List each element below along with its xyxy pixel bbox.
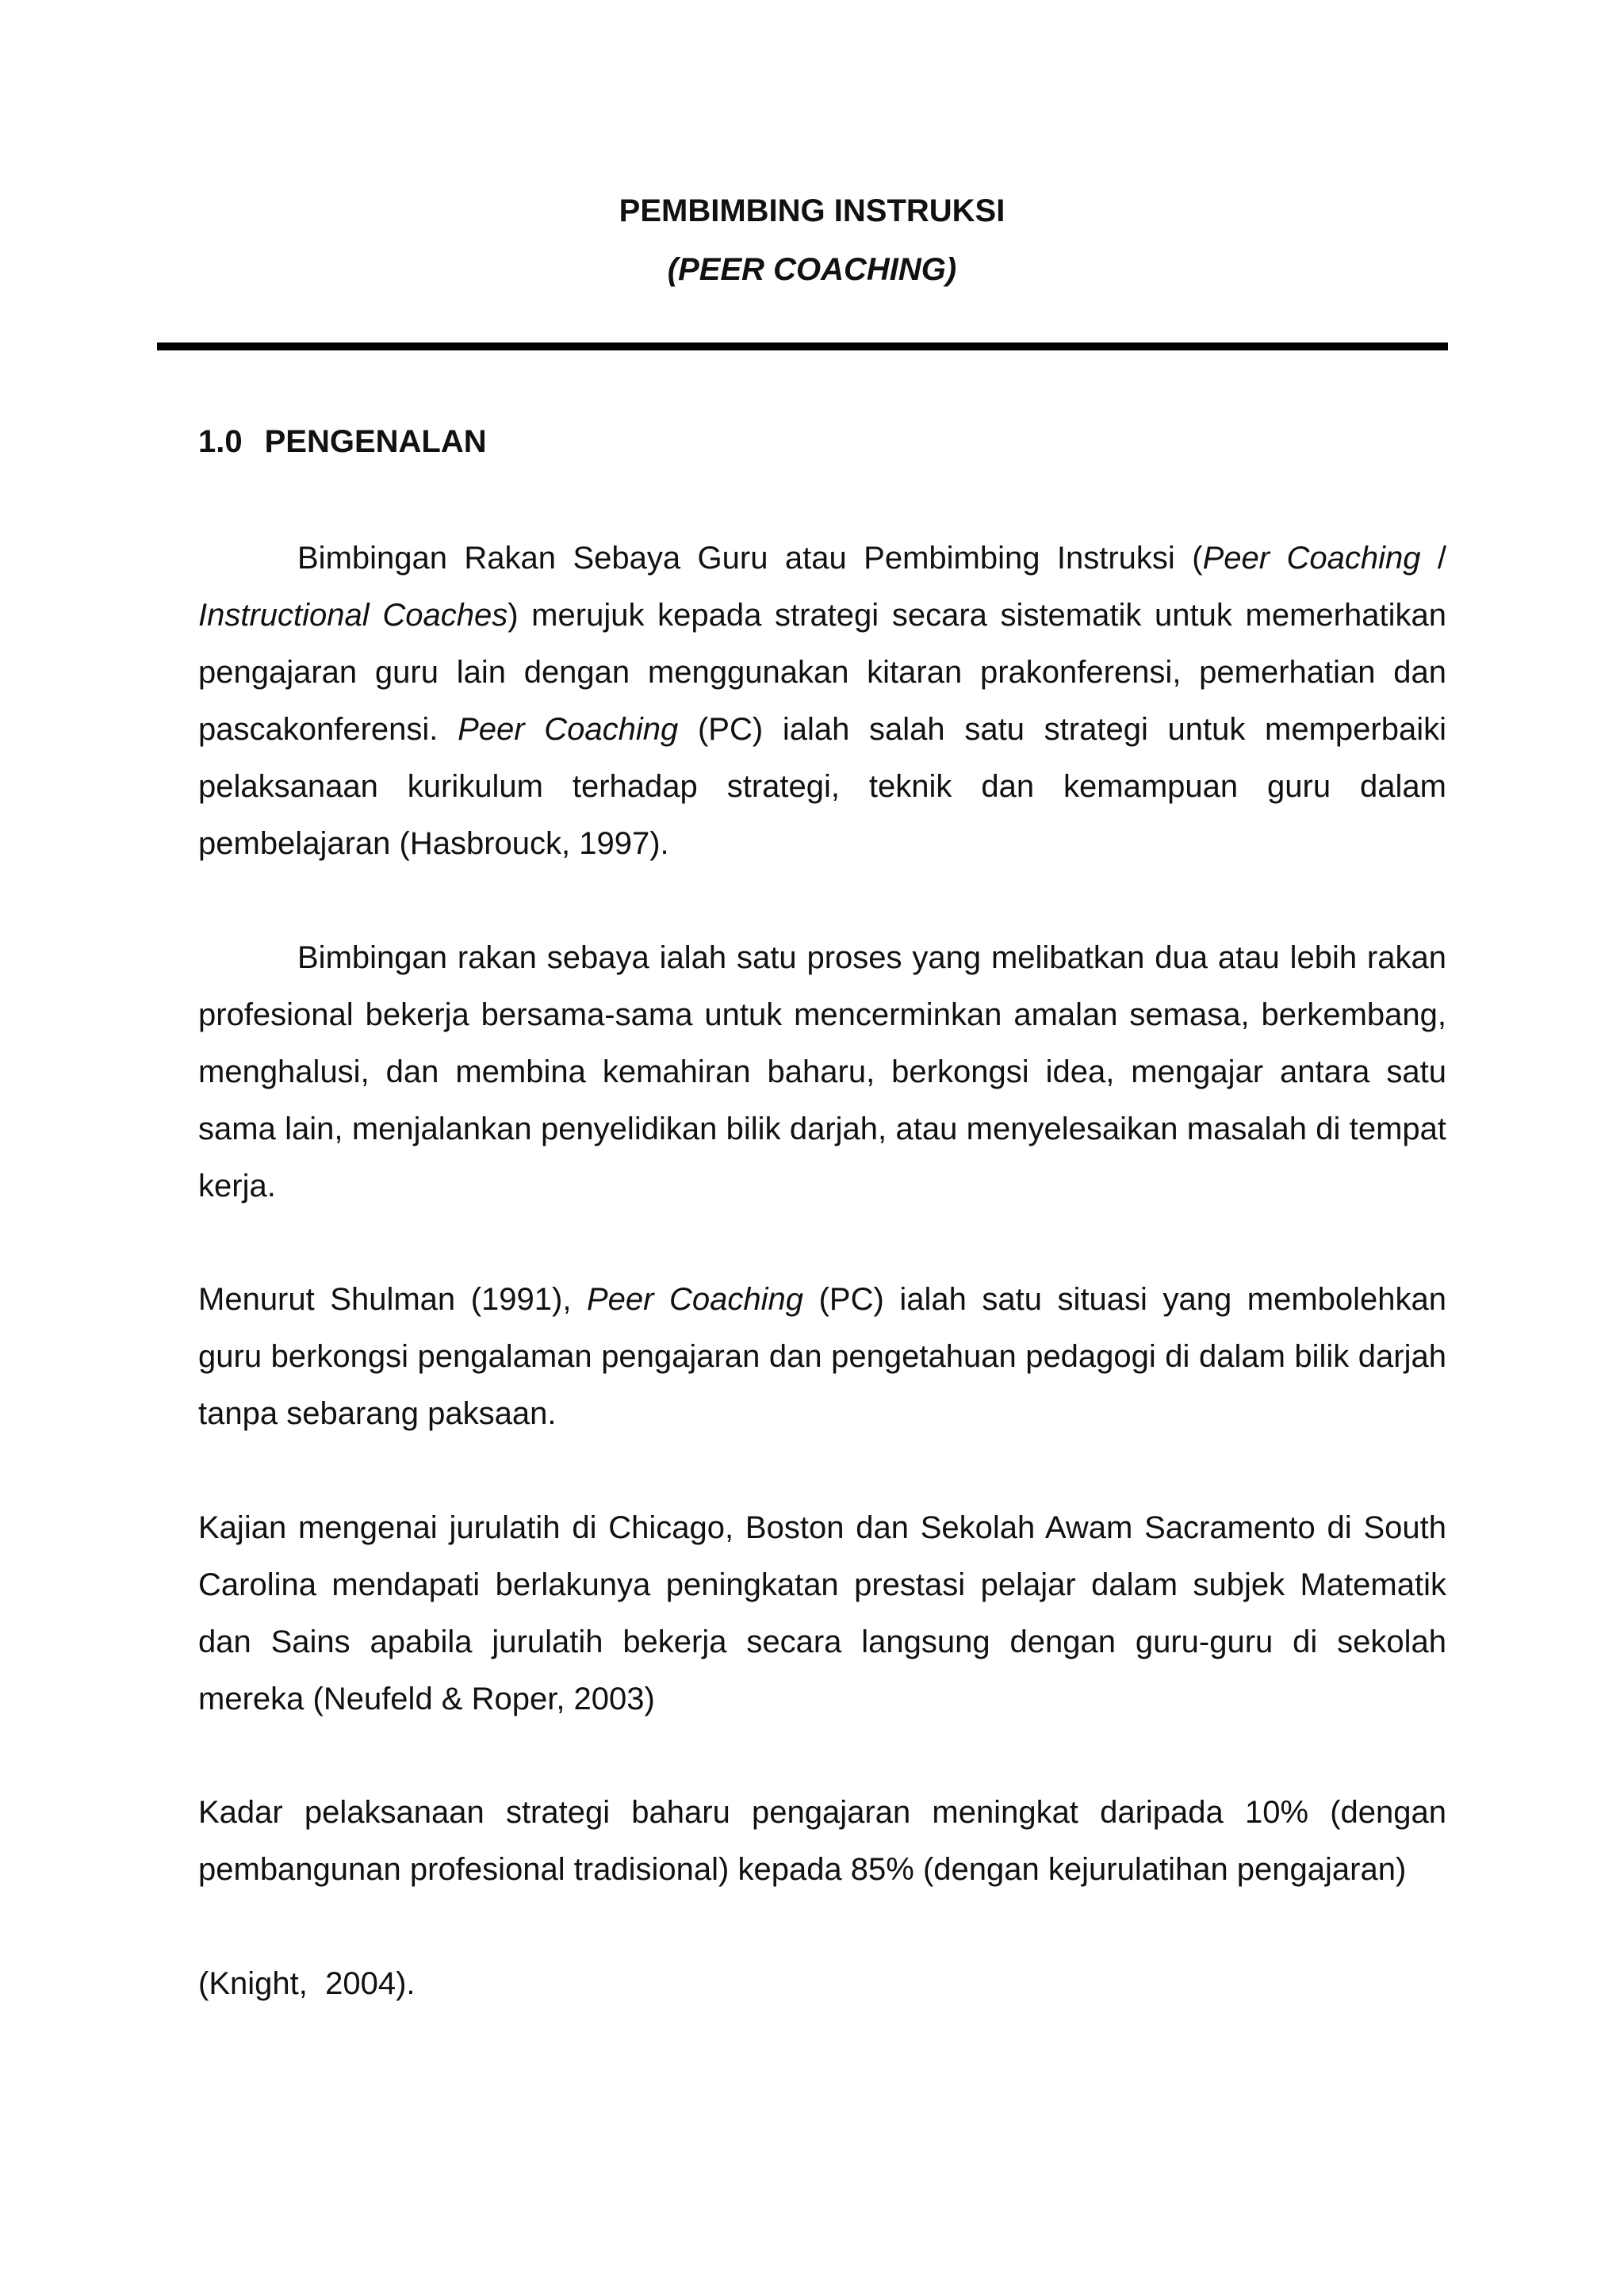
paragraph-study: Kajian mengenai jurulatih di Chicago, Boston dan Sekolah Awam Sacramento di South Carolina mendapati berlakunya peningkatan prestasi pelajar dalam subjek Matematik dan Sains apabila jurulatih bekerja secara langsung dengan guru-guru di sekolah mereka (Neufeld & Roper, 2003): [198, 1510, 1446, 1716]
title-divider: [157, 342, 1448, 350]
text-run: (PC) ialah salah satu strategi untuk memperbaiki pelaksanaan kurikulum terhadap strategi, teknik dan kemampuan guru dalam pembelajaran (Hasbrouck, 1997).: [198, 712, 1447, 861]
section-number: 1.0: [198, 424, 243, 459]
document-title: PEMBIMBING INSTRUKSI: [619, 193, 1005, 228]
italic-term: Peer Coaching: [458, 712, 679, 747]
text-run: Bimbingan Rakan Sebaya Guru atau Pembimbing Instruksi (: [297, 541, 1203, 576]
text-run: (PC) ialah satu situasi yang membolehkan guru berkongsi pengalaman pengajaran dan pengetahuan pedagogi di dalam bilik darjah tanpa sebarang paksaan.: [198, 1282, 1447, 1431]
citation: (Knight, 2004).: [198, 1966, 416, 2001]
italic-term: Peer Coaching: [1202, 541, 1421, 576]
paragraph-implementation-rate: Kadar pelaksanaan strategi baharu pengajaran meningkat daripada 10% (dengan pembangunan profesional tradisional) kepada 85% (dengan kejurulatihan pengajaran): [198, 1795, 1446, 1887]
section-heading: [198, 424, 487, 460]
document-subtitle: (PEER COACHING): [667, 252, 957, 287]
paragraph-definition: Bimbingan rakan sebaya ialah satu proses yang melibatkan dua atau lebih rakan profesional bekerja bersama-sama untuk mencerminkan amalan semasa, berkembang, menghalusi, dan membina kemahiran baharu, berkongsi idea, mengajar antara satu sama lain, menjalankan penyelidikan bilik darjah, atau menyelesaikan masalah di tempat kerja.: [198, 940, 1446, 1203]
italic-term: Peer Coaching: [587, 1282, 804, 1317]
italic-term: Instructional Coaches: [198, 598, 508, 633]
text-run: ) merujuk kepada strategi secara sistematik untuk memerhatikan pengajaran guru lain dengan menggunakan kitaran prakonferensi, pemerhatian dan pascakonferensi.: [198, 598, 1446, 747]
paragraph-shulman: [198, 1271, 1446, 1442]
text-run: /: [1420, 541, 1447, 576]
section-title: PENGENALAN: [264, 424, 487, 459]
paragraph-introduction: [198, 530, 1446, 872]
text-run: Menurut Shulman (1991),: [198, 1282, 587, 1317]
